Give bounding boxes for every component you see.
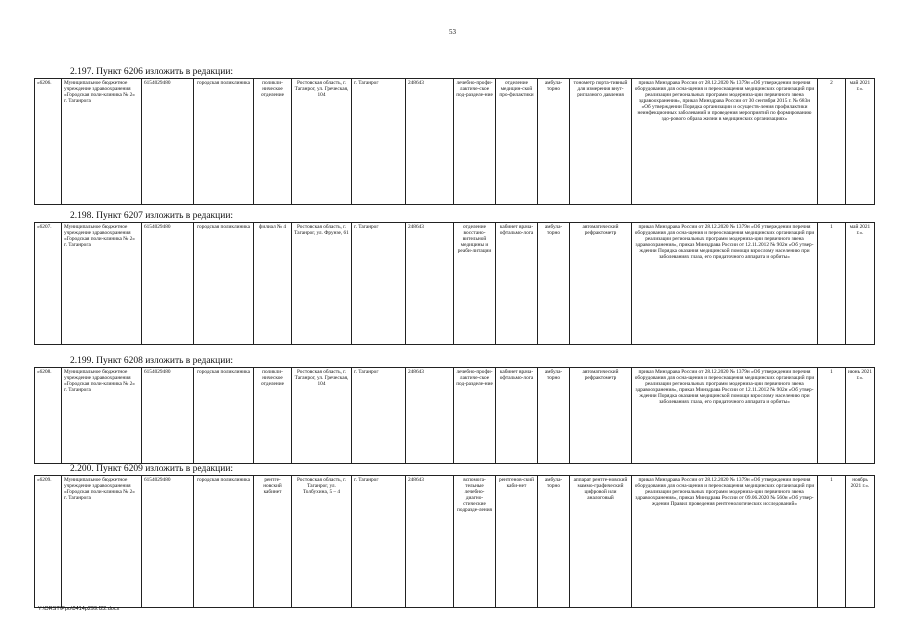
cell-division: поликли-ническое отделение — [254, 79, 292, 205]
cell-equipment: автоматический рефрактометр — [570, 368, 632, 464]
amendment-section — [34, 355, 874, 464]
page-number: 53 — [449, 28, 456, 36]
cell-division: рентге-новский кабинет — [254, 476, 292, 608]
amendment-heading: 2.199. Пункт 6208 изложить в редакции: — [70, 356, 234, 366]
cell-date: ноябрь 2021 г.». — [846, 476, 875, 608]
cell-basis: приказ Минздрава России от 28.12.2020 № 1379н «Об утверждении перечня оборудования для осна-щения и переоснащения медицинских организаций при реализации региональных программ модерниза-ции первичного звена здравоохранения», приказ Минздрава России от 30 сентября 2015 г. № 683н «Об утверждении Порядка организации и осуществ-ления профилактики неинфекционных заболеваний и проведения мероприятий по формированию здо-рового образа жизни в медицинских организациях» — [632, 79, 818, 205]
cell-basis: приказ Минздрава России от 28.12.2020 № 1379н «Об утверждении перечня оборудования для осна-щения и переоснащения медицинских организаций при реализации региональных программ модерниза-ции первичного звена здравоохранения», приказ Минздрава России от 12.11.2012 № 902н «Об утвер-ждении Порядка оказания медицинской помощи взрослому населению при заболеваниях глаза, его придаточного аппарата и орбиты» — [632, 223, 818, 345]
record-table — [34, 367, 875, 464]
amendment-section — [34, 463, 874, 608]
cell-profile: вспомога-тельные лечебно-диагно-стические подразде-ления — [454, 476, 496, 608]
cell-qty: 1 — [818, 223, 846, 345]
cell-division: филиал № 4 — [254, 223, 292, 345]
cell-address: Ростовская область, г. Таганрог, ул. Фрунзе, 61 — [292, 223, 352, 345]
cell-address: Ростовская область, г. Таганрог, ул. Толбухина, 5 – 4 — [292, 476, 352, 608]
amendment-heading: 2.198. Пункт 6207 изложить в редакции: — [70, 211, 234, 221]
cell-okato: 248643 — [406, 79, 454, 205]
cell-date: май 2021 г.». — [846, 79, 875, 205]
table-row — [35, 368, 875, 464]
cell-condition: амбула-торно — [538, 368, 570, 464]
cell-okato: 248643 — [406, 476, 454, 608]
cell-town: г. Таганрог — [352, 223, 406, 345]
table-row — [35, 476, 875, 608]
cell-code: 6154029480 — [142, 368, 194, 464]
record-table — [34, 222, 875, 345]
cell-date: июнь 2021 г.». — [846, 368, 875, 464]
cell-okato: 248643 — [406, 223, 454, 345]
cell-equipment: аппарат рентге-новский маммо-графический цифровой или аналоговый — [570, 476, 632, 608]
cell-dept: отделение медицин-ской про-филактики — [496, 79, 538, 205]
cell-okato: 248643 — [406, 368, 454, 464]
cell-town: г. Таганрог — [352, 79, 406, 205]
amendment-heading: 2.200. Пункт 6209 изложить в редакции: — [70, 464, 234, 474]
cell-num: «6208. — [35, 368, 62, 464]
cell-dept: кабинет врача-офтальмо-лога — [496, 223, 538, 345]
amendment-section — [34, 66, 874, 205]
cell-type: городская поликлиника — [194, 79, 254, 205]
cell-qty: 2 — [818, 79, 846, 205]
cell-town: г. Таганрог — [352, 476, 406, 608]
cell-org: Муниципальное бюджетное учреждение здравоохранения «Городская поли-клиника № 2» г. Таганрога — [62, 79, 142, 205]
cell-condition: амбула-торно — [538, 476, 570, 608]
table-row — [35, 79, 875, 205]
cell-equipment: тонометр порта-тивный для измерения внут-риглазного давления — [570, 79, 632, 205]
cell-code: 6154029480 — [142, 79, 194, 205]
record-table — [34, 475, 875, 608]
cell-basis: приказ Минздрава России от 28.12.2020 № 1379н «Об утверждении перечня оборудования для осна-щения и переоснащения медицинских организаций при реализации региональных программ модерниза-ции первичного звена здравоохранения», приказ Минздрава России от 09.06.2020 № 560н «Об утвер-ждении Правил проведения рентгенологических исследований» — [632, 476, 818, 608]
cell-profile: лечебно-профи-лактиче-ское под-разделе-ние — [454, 79, 496, 205]
cell-dept: кабинет врача-офтальмо-лога — [496, 368, 538, 464]
cell-profile: лечебно-профи-лактиче-ское под-разделе-ние — [454, 368, 496, 464]
cell-num: «6206. — [35, 79, 62, 205]
cell-code: 6154029480 — [142, 476, 194, 608]
cell-qty: 1 — [818, 368, 846, 464]
cell-equipment: автоматический рефрактометр — [570, 223, 632, 345]
cell-type: городская поликлиника — [194, 368, 254, 464]
cell-num: «6209. — [35, 476, 62, 608]
cell-address: Ростовская область, г. Таганрог, ул. Греческая, 104 — [292, 368, 352, 464]
cell-org: Муниципальное бюджетное учреждение здравоохранения «Городская поли-клиника № 2» г. Таганрога — [62, 223, 142, 345]
cell-condition: амбула-торно — [538, 223, 570, 345]
cell-division: поликли-ническое отделение — [254, 368, 292, 464]
cell-condition: амбула-торно — [538, 79, 570, 205]
cell-org: Муниципальное бюджетное учреждение здравоохранения «Городская поли-клиника № 2» г. Таганрога — [62, 476, 142, 608]
record-table — [34, 78, 875, 205]
footer-file-path: Y:\ORST\Ppo\0414p299.f22.docx — [38, 606, 120, 612]
amendment-section — [34, 210, 874, 345]
cell-code: 6154029480 — [142, 223, 194, 345]
cell-num: «6207. — [35, 223, 62, 345]
cell-org: Муниципальное бюджетное учреждение здравоохранения «Городская поли-клиника № 2» г. Таганрога — [62, 368, 142, 464]
cell-type: городская поликлиника — [194, 476, 254, 608]
cell-address: Ростовская область, г. Таганрог, ул. Греческая, 104 — [292, 79, 352, 205]
cell-type: городская поликлиника — [194, 223, 254, 345]
cell-town: г. Таганрог — [352, 368, 406, 464]
cell-basis: приказ Минздрава России от 28.12.2020 № 1379н «Об утверждении перечня оборудования для осна-щения и переоснащения медицинских организаций при реализации региональных программ модерниза-ции первичного звена здравоохранения», приказ Минздрава России от 12.11.2012 № 902н «Об утвер-ждении Порядка оказания медицинской помощи взрослому населению при заболеваниях глаза, его придаточного аппарата и орбиты» — [632, 368, 818, 464]
cell-date: май 2021 г.». — [846, 223, 875, 345]
table-row — [35, 223, 875, 345]
amendment-heading: 2.197. Пункт 6206 изложить в редакции: — [70, 67, 234, 77]
cell-profile: отделение восстано-вительной медицины и реаби-литации — [454, 223, 496, 345]
cell-qty: 1 — [818, 476, 846, 608]
cell-dept: рентгенов-ский каби-нет — [496, 476, 538, 608]
